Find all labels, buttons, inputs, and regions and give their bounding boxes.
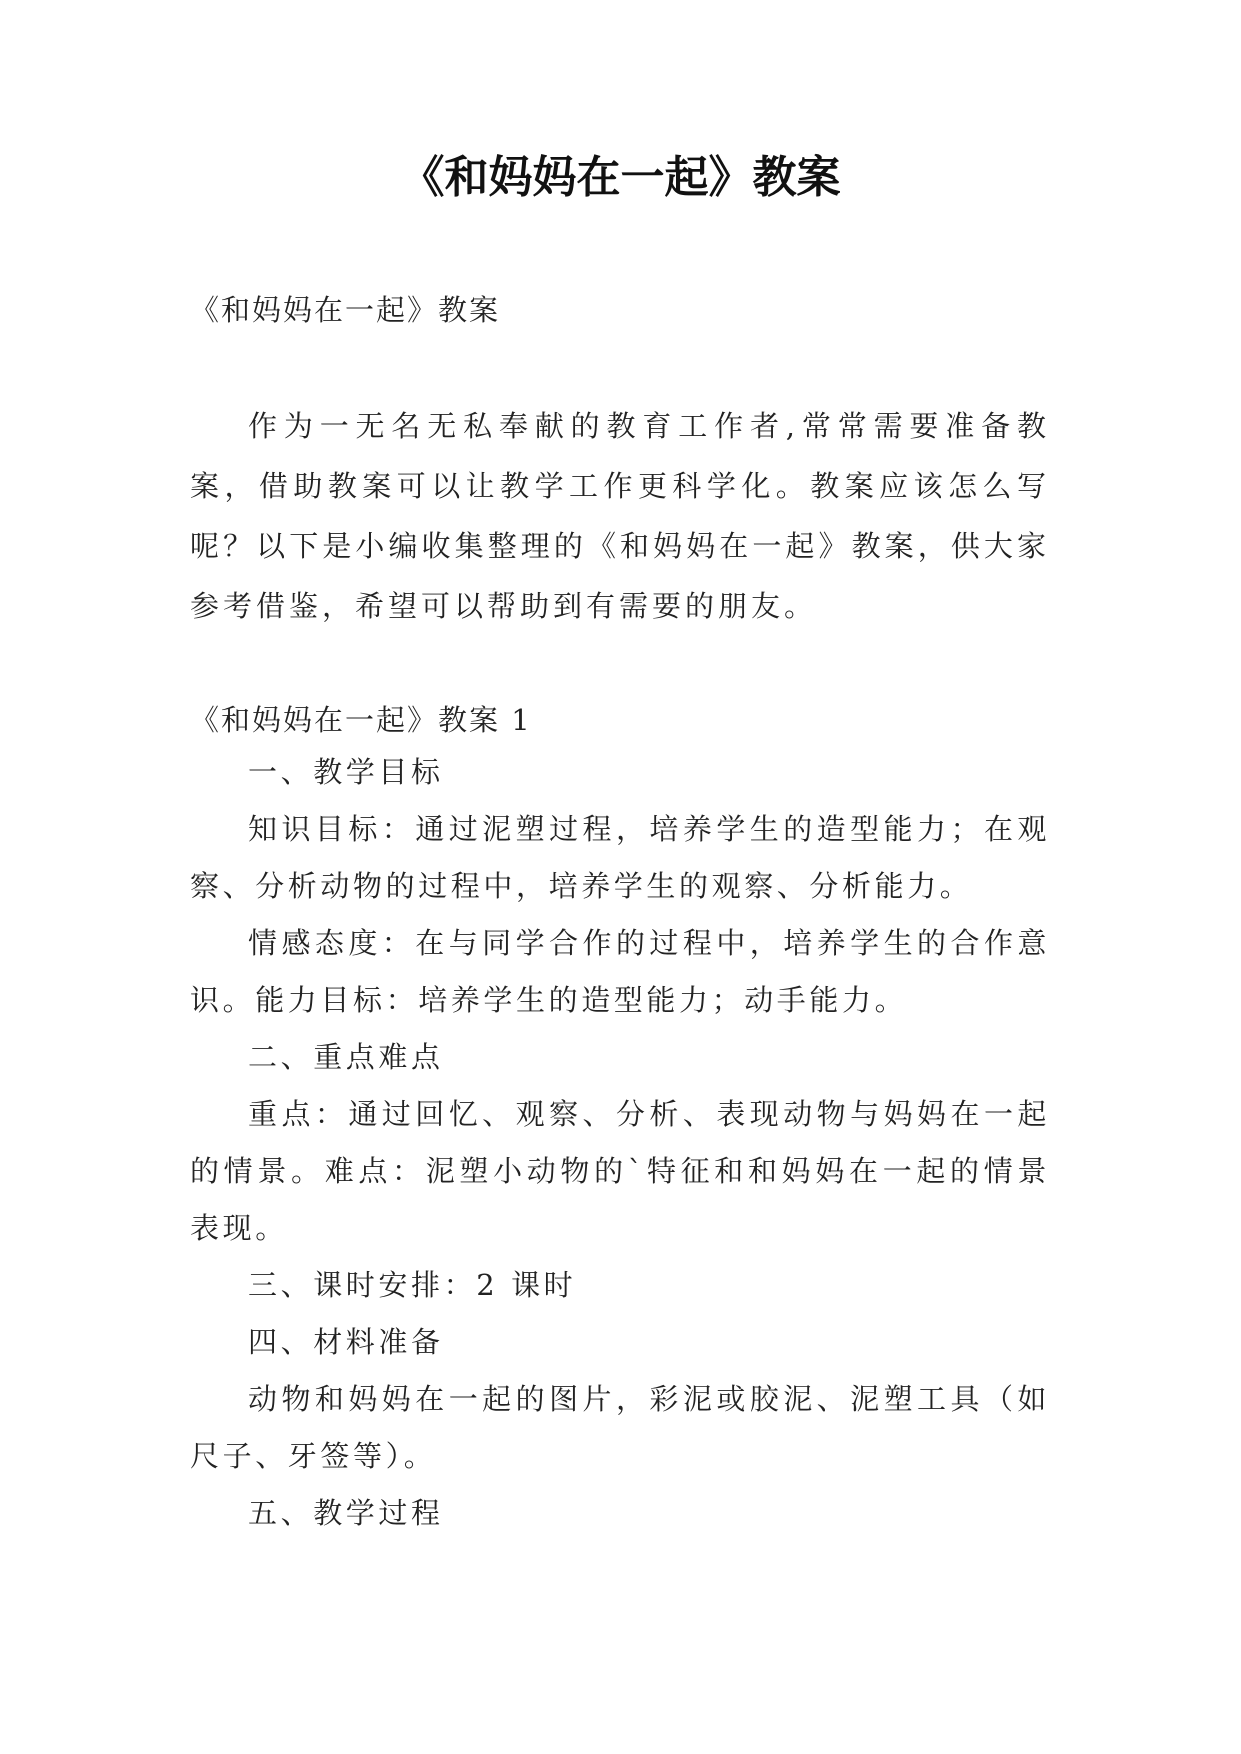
lesson-plan-content xyxy=(190,744,1050,1542)
paragraph-materials: 动物和妈妈在一起的图片，彩泥或胶泥、泥塑工具（如尺子、牙签等）。 xyxy=(190,1382,1050,1473)
paragraph-class-hours: 三、课时安排：2 课时 xyxy=(248,1268,577,1302)
heading-key-points: 二、重点难点 xyxy=(248,1040,444,1074)
heading-teaching-goals: 一、教学目标 xyxy=(248,755,444,789)
document-title: 《和妈妈在一起》教案 xyxy=(400,152,841,203)
section-heading: 《和妈妈在一起》教案 1 xyxy=(190,703,532,737)
intro-paragraph: 作为一无名无私奉献的教育工作者,常常需要准备教案，借助教案可以让教学工作更科学化。教案应该怎么写呢？以下是小编收集整理的《和妈妈在一起》教案，供大家参考借鉴，希望可以帮助到有需要的朋友。 xyxy=(190,409,1050,623)
heading-teaching-process: 五、教学过程 xyxy=(248,1496,444,1530)
document-subtitle: 《和妈妈在一起》教案 xyxy=(190,293,501,327)
paragraph-knowledge-goals: 知识目标：通过泥塑过程，培养学生的造型能力；在观察、分析动物的过程中，培养学生的观察、分析能力。 xyxy=(190,812,1050,903)
heading-materials: 四、材料准备 xyxy=(248,1325,444,1359)
paragraph-key-points: 重点：通过回忆、观察、分析、表现动物与妈妈在一起的情景。难点：泥塑小动物的`特征和和妈妈在一起的情景表现。 xyxy=(190,1097,1050,1245)
paragraph-emotion-goals: 情感态度：在与同学合作的过程中，培养学生的合作意识。能力目标：培养学生的造型能力；动手能力。 xyxy=(190,926,1050,1017)
